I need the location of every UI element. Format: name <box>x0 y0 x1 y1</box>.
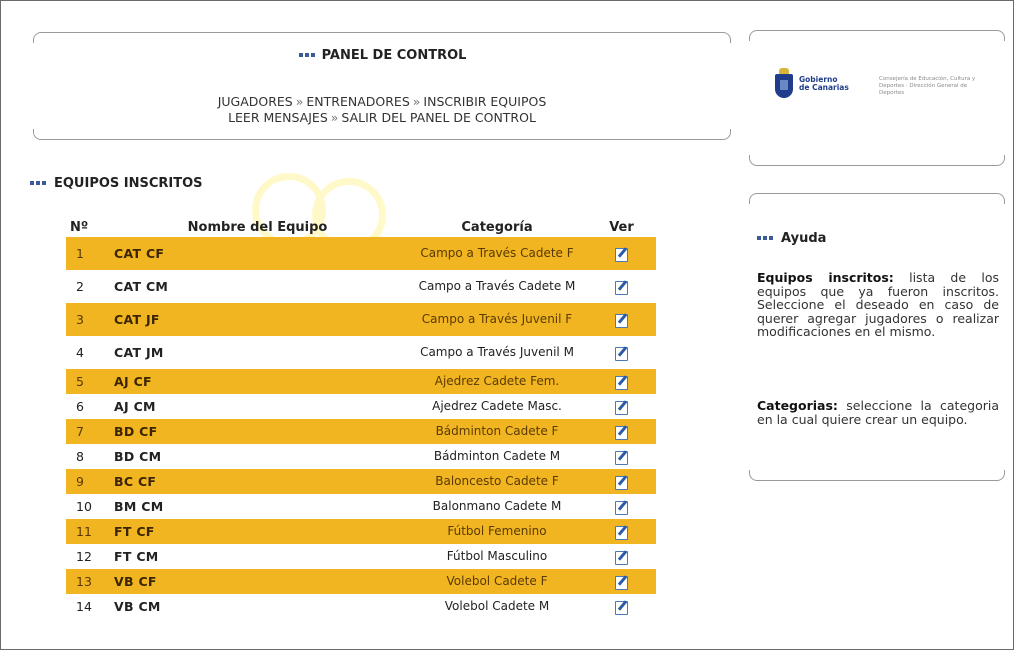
table-header <box>66 217 656 237</box>
table-row[interactable] <box>66 544 656 569</box>
view-cell <box>587 369 656 394</box>
team-name: BD CF <box>108 419 407 444</box>
edit-icon[interactable] <box>615 475 629 489</box>
table-row[interactable] <box>66 419 656 444</box>
edit-icon[interactable] <box>615 600 629 614</box>
team-number: 6 <box>76 399 84 414</box>
team-name: AJ CF <box>108 369 407 394</box>
panel-title: PANEL DE CONTROL <box>33 48 731 63</box>
team-category: Volebol Cadete F <box>407 569 587 594</box>
link-inscribir-equipos[interactable]: INSCRIBIR EQUIPOS <box>423 94 547 109</box>
team-name: CAT JM <box>114 345 164 360</box>
team-name: CAT JF <box>108 303 407 336</box>
logo-text: Gobierno de Canarias <box>799 75 849 92</box>
team-category: Baloncesto Cadete F <box>407 469 587 494</box>
table-row[interactable] <box>66 237 656 270</box>
link-jugadores[interactable]: JUGADORES <box>217 94 293 109</box>
view-cell <box>587 270 656 303</box>
view-cell <box>587 303 656 336</box>
view-cell <box>587 544 656 569</box>
team-category: Ajedrez Cadete Masc. <box>432 399 562 413</box>
logo-box <box>749 30 1005 166</box>
team-number: 5 <box>66 369 108 394</box>
team-name: AJ CM <box>114 399 156 414</box>
table-row[interactable] <box>66 519 656 544</box>
team-category: Balonmano Cadete M <box>432 499 562 513</box>
view-cell <box>587 336 656 369</box>
team-name: BM CM <box>114 499 164 514</box>
link-separator: » <box>295 94 304 109</box>
team-number: 1 <box>66 237 108 270</box>
table-row[interactable] <box>66 303 656 336</box>
section-title: EQUIPOS INSCRITOS <box>30 176 203 191</box>
help-border-bottom <box>749 470 1005 481</box>
team-number: 3 <box>66 303 108 336</box>
edit-icon[interactable] <box>615 550 629 564</box>
panel-border-bottom <box>33 129 731 140</box>
logo-border-top <box>749 30 1005 41</box>
team-name: BC CF <box>108 469 407 494</box>
edit-icon[interactable] <box>615 400 629 414</box>
view-cell <box>587 494 656 519</box>
help-title: Ayuda <box>757 231 826 246</box>
table-row[interactable] <box>66 394 656 419</box>
panel-border-top <box>33 32 731 43</box>
team-number: 8 <box>76 449 84 464</box>
view-cell <box>587 519 656 544</box>
team-name: VB CF <box>108 569 407 594</box>
help-box <box>749 193 1005 481</box>
team-number: 12 <box>76 549 92 564</box>
team-number: 2 <box>76 279 84 294</box>
table-row[interactable] <box>66 336 656 369</box>
table-row[interactable] <box>66 369 656 394</box>
view-cell <box>587 237 656 270</box>
team-number: 9 <box>66 469 108 494</box>
teams-table <box>66 217 656 619</box>
team-number: 11 <box>66 519 108 544</box>
team-category: Volebol Cadete M <box>444 599 550 613</box>
table-row[interactable] <box>66 469 656 494</box>
gobierno-canarias-logo <box>775 70 985 120</box>
table-row[interactable] <box>66 444 656 469</box>
edit-icon[interactable] <box>615 425 629 439</box>
edit-icon[interactable] <box>615 247 629 261</box>
view-cell <box>587 394 656 419</box>
team-name: FT CF <box>108 519 407 544</box>
bullet-icon <box>298 53 318 59</box>
edit-icon[interactable] <box>615 346 629 360</box>
edit-icon[interactable] <box>615 575 629 589</box>
edit-icon[interactable] <box>615 450 629 464</box>
link-salir-panel[interactable]: SALIR DEL PANEL DE CONTROL <box>341 110 536 125</box>
team-name: CAT CM <box>114 279 169 294</box>
team-name: BD CM <box>114 449 162 464</box>
table-row[interactable] <box>66 569 656 594</box>
help-paragraph-categorias: Categorias: seleccione la categoria en la cual quiere crear un equipo. <box>757 398 999 427</box>
table-row[interactable] <box>66 270 656 303</box>
team-category: Campo a Través Cadete M <box>418 279 576 293</box>
team-name: FT CM <box>114 549 159 564</box>
team-category: Bádminton Cadete M <box>433 449 561 463</box>
view-cell <box>587 594 656 619</box>
edit-icon[interactable] <box>615 525 629 539</box>
bullet-icon <box>757 236 777 242</box>
team-category: Campo a Través Juvenil F <box>407 303 587 336</box>
edit-icon[interactable] <box>615 280 629 294</box>
team-name: VB CM <box>114 599 161 614</box>
control-panel <box>33 32 731 140</box>
view-cell <box>587 444 656 469</box>
table-row[interactable] <box>66 594 656 619</box>
logo-border-bottom <box>749 155 1005 166</box>
team-category: Campo a Través Cadete F <box>407 237 587 270</box>
help-paragraph-equipos: Equipos inscritos: lista de los equipos que ya fueron inscritos. Seleccione el deseado en caso de querer agregar jugadores o realizar modificaciones en el mismo. <box>757 270 999 339</box>
link-leer-mensajes[interactable]: LEER MENSAJES <box>228 110 328 125</box>
table-row[interactable] <box>66 494 656 519</box>
logo-subtext: Consejería de Educación, Cultura y Deportes · Dirección General de Deportes <box>879 76 976 96</box>
col-num: Nº <box>70 219 89 235</box>
team-category: Bádminton Cadete F <box>407 419 587 444</box>
edit-icon[interactable] <box>615 375 629 389</box>
link-separator: » <box>330 110 339 125</box>
edit-icon[interactable] <box>615 500 629 514</box>
view-cell <box>587 569 656 594</box>
team-name: CAT CF <box>108 237 407 270</box>
bullet-icon <box>30 181 50 187</box>
panel-links <box>33 94 731 126</box>
view-cell <box>587 469 656 494</box>
col-category: Categoría <box>461 219 533 235</box>
col-view: Ver <box>609 219 634 235</box>
team-number: 10 <box>76 499 92 514</box>
view-cell <box>587 419 656 444</box>
team-number: 13 <box>66 569 108 594</box>
col-name: Nombre del Equipo <box>187 219 328 235</box>
link-entrenadores[interactable]: ENTRENADORES <box>306 94 410 109</box>
team-number: 4 <box>76 345 84 360</box>
team-number: 14 <box>76 599 92 614</box>
team-category: Fútbol Femenino <box>407 519 587 544</box>
link-separator: » <box>412 94 421 109</box>
team-number: 7 <box>66 419 108 444</box>
edit-icon[interactable] <box>615 313 629 327</box>
help-border-top <box>749 193 1005 204</box>
team-category: Fútbol Masculino <box>446 549 548 563</box>
team-category: Ajedrez Cadete Fem. <box>407 369 587 394</box>
team-category: Campo a Través Juvenil M <box>420 345 574 359</box>
coat-of-arms-icon <box>775 74 793 98</box>
